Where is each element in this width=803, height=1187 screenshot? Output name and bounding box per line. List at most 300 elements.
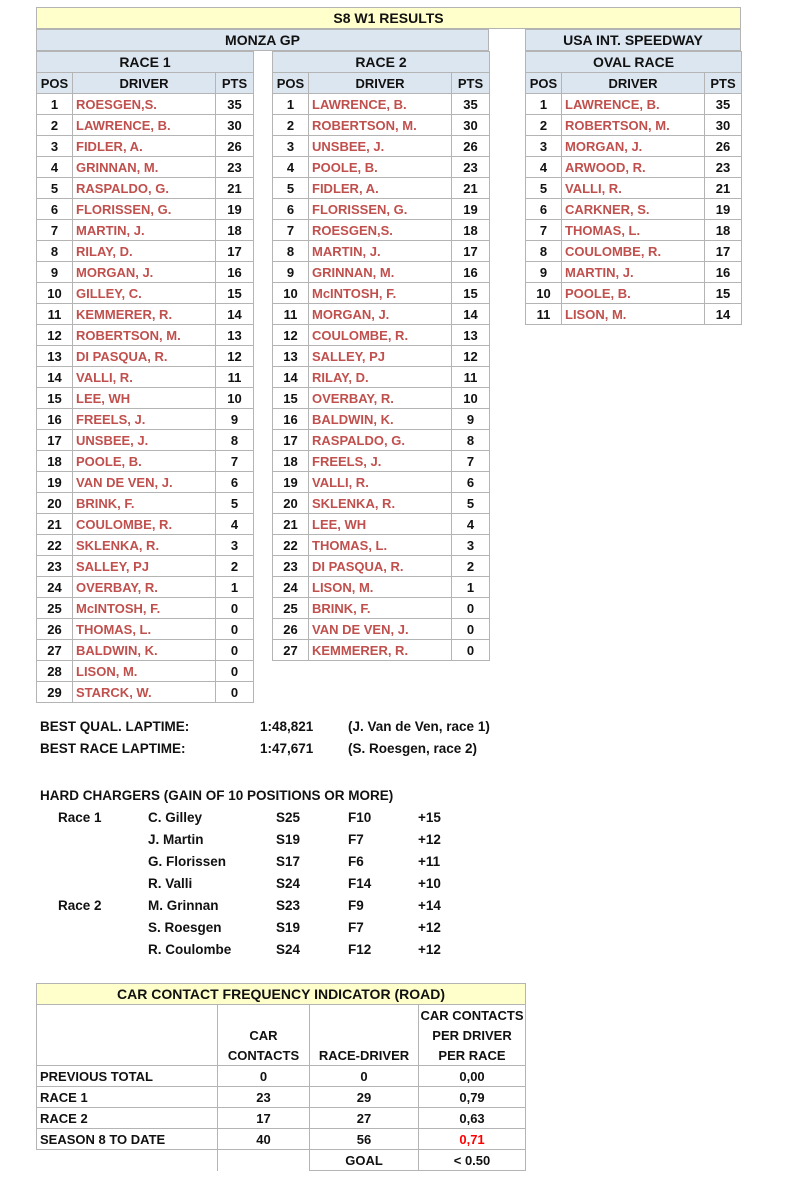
- driver-name: LAWRENCE, B.: [309, 94, 452, 115]
- best-qual-label: BEST QUAL. LAPTIME:: [40, 719, 190, 734]
- position-cell: 12: [273, 325, 309, 346]
- driver-name: OVERBAY, R.: [309, 388, 452, 409]
- standings-row: [526, 220, 742, 241]
- contact-row-label: RACE 1: [37, 1087, 218, 1108]
- points-cell: 26: [705, 136, 742, 157]
- driver-name: BRINK, F.: [73, 493, 216, 514]
- standings-row: [37, 577, 254, 598]
- best-race-note: (S. Roesgen, race 2): [348, 741, 478, 756]
- oval-race-label: OVAL RACE: [526, 52, 742, 73]
- contact-title: CAR CONTACT FREQUENCY INDICATOR (ROAD): [37, 984, 526, 1005]
- points-cell: 7: [452, 451, 490, 472]
- driver-name: DI PASQUA, R.: [73, 346, 216, 367]
- points-cell: 2: [216, 556, 254, 577]
- goal-label: GOAL: [310, 1150, 419, 1171]
- finish-position: F14: [348, 876, 372, 891]
- standings-row: [273, 556, 490, 577]
- header-cell: [310, 1025, 419, 1045]
- points-cell: 15: [452, 283, 490, 304]
- points-cell: 26: [452, 136, 490, 157]
- position-cell: 22: [273, 535, 309, 556]
- race-driver-count: 29: [310, 1087, 419, 1108]
- position-cell: 5: [526, 178, 562, 199]
- driver-name: ROBERTSON, M.: [309, 115, 452, 136]
- race1-table: [36, 51, 254, 703]
- points-cell: 8: [452, 430, 490, 451]
- contacts-per-driver: 0,79: [419, 1087, 526, 1108]
- driver-name: LISON, M.: [309, 577, 452, 598]
- contact-row: [37, 1108, 526, 1129]
- race-label: Race 2: [58, 898, 102, 913]
- position-cell: 16: [273, 409, 309, 430]
- position-cell: 14: [37, 367, 73, 388]
- points-cell: 19: [452, 199, 490, 220]
- driver-name: R. Valli: [148, 876, 193, 891]
- contact-count: 0: [218, 1066, 310, 1087]
- oval-race-table: [525, 51, 742, 325]
- points-cell: 30: [452, 115, 490, 136]
- col-driver-header: DRIVER: [73, 73, 216, 94]
- monza-title: MONZA GP: [37, 30, 489, 51]
- position-cell: 18: [37, 451, 73, 472]
- position-cell: 10: [273, 283, 309, 304]
- position-cell: 3: [273, 136, 309, 157]
- position-cell: 5: [37, 178, 73, 199]
- standings-row: [526, 178, 742, 199]
- points-cell: 0: [216, 640, 254, 661]
- position-cell: 1: [526, 94, 562, 115]
- position-cell: 25: [273, 598, 309, 619]
- goal-blank: [37, 1150, 218, 1171]
- points-cell: 8: [216, 430, 254, 451]
- driver-name: VALLI, R.: [562, 178, 705, 199]
- standings-row: [273, 472, 490, 493]
- driver-name: G. Florissen: [148, 854, 227, 869]
- driver-name: ROBERTSON, M.: [73, 325, 216, 346]
- points-cell: 11: [216, 367, 254, 388]
- contacts-per-driver: 0,00: [419, 1066, 526, 1087]
- driver-name: ROESGEN,S.: [73, 94, 216, 115]
- driver-name: RASPALDO, G.: [309, 430, 452, 451]
- standings-row: [37, 199, 254, 220]
- position-cell: 5: [273, 178, 309, 199]
- standings-row: [37, 115, 254, 136]
- driver-name: GILLEY, C.: [73, 283, 216, 304]
- points-cell: 3: [452, 535, 490, 556]
- points-cell: 0: [216, 619, 254, 640]
- points-cell: 5: [452, 493, 490, 514]
- standings-row: [526, 199, 742, 220]
- driver-name: POOLE, B.: [73, 451, 216, 472]
- standings-row: [37, 283, 254, 304]
- contact-row-label: PREVIOUS TOTAL: [37, 1066, 218, 1087]
- points-cell: 4: [452, 514, 490, 535]
- col-driver-header: DRIVER: [309, 73, 452, 94]
- driver-name: McINTOSH, F.: [73, 598, 216, 619]
- position-cell: 21: [273, 514, 309, 535]
- race2-table: [272, 51, 490, 661]
- driver-name: FIDLER, A.: [309, 178, 452, 199]
- best-race-label: BEST RACE LAPTIME:: [40, 741, 186, 756]
- position-cell: 2: [526, 115, 562, 136]
- position-cell: 23: [273, 556, 309, 577]
- standings-row: [273, 241, 490, 262]
- position-cell: 8: [37, 241, 73, 262]
- positions-gained: +10: [418, 876, 441, 891]
- driver-name: McINTOSH, F.: [309, 283, 452, 304]
- points-cell: 21: [705, 178, 742, 199]
- points-cell: 14: [705, 304, 742, 325]
- points-cell: 13: [452, 325, 490, 346]
- standings-row: [37, 598, 254, 619]
- position-cell: 26: [273, 619, 309, 640]
- points-cell: 11: [452, 367, 490, 388]
- points-cell: 1: [216, 577, 254, 598]
- points-cell: 17: [705, 241, 742, 262]
- race-driver-count: 0: [310, 1066, 419, 1087]
- position-cell: 18: [273, 451, 309, 472]
- finish-position: F12: [348, 942, 372, 957]
- points-cell: 16: [216, 262, 254, 283]
- position-cell: 2: [273, 115, 309, 136]
- col-driver-header: DRIVER: [562, 73, 705, 94]
- standings-row: [273, 451, 490, 472]
- standings-row: [273, 367, 490, 388]
- driver-name: S. Roesgen: [148, 920, 222, 935]
- goal-blank: [218, 1150, 310, 1171]
- driver-name: LISON, M.: [562, 304, 705, 325]
- position-cell: 9: [273, 262, 309, 283]
- points-cell: 23: [705, 157, 742, 178]
- driver-name: BRINK, F.: [309, 598, 452, 619]
- contact-row: [37, 1087, 526, 1108]
- finish-position: F9: [348, 898, 364, 913]
- contact-row: [37, 1129, 526, 1150]
- header-blank: [37, 1005, 218, 1066]
- driver-name: FREELS, J.: [309, 451, 452, 472]
- finish-position: F7: [348, 832, 364, 847]
- standings-row: [37, 451, 254, 472]
- position-cell: 19: [37, 472, 73, 493]
- best-race-time: 1:47,671: [260, 741, 314, 756]
- hard-chargers-title: HARD CHARGERS (GAIN OF 10 POSITIONS OR MORE): [40, 788, 394, 803]
- points-cell: 23: [216, 157, 254, 178]
- position-cell: 20: [37, 493, 73, 514]
- standings-row: [37, 241, 254, 262]
- driver-name: RILAY, D.: [309, 367, 452, 388]
- standings-row: [273, 430, 490, 451]
- standings-row: [273, 157, 490, 178]
- position-cell: 29: [37, 682, 73, 703]
- race1-label: RACE 1: [37, 52, 254, 73]
- position-cell: 12: [37, 325, 73, 346]
- points-cell: 18: [705, 220, 742, 241]
- points-cell: 35: [452, 94, 490, 115]
- standings-row: [273, 598, 490, 619]
- standings-row: [37, 304, 254, 325]
- driver-name: COULOMBE, R.: [73, 514, 216, 535]
- standings-row: [273, 493, 490, 514]
- position-cell: 24: [37, 577, 73, 598]
- driver-name: UNSBEE, J.: [309, 136, 452, 157]
- standings-row: [526, 94, 742, 115]
- driver-name: THOMAS, L.: [562, 220, 705, 241]
- points-cell: 2: [452, 556, 490, 577]
- points-cell: 18: [216, 220, 254, 241]
- standings-row: [37, 661, 254, 682]
- position-cell: 27: [37, 640, 73, 661]
- standings-row: [526, 136, 742, 157]
- points-cell: 26: [216, 136, 254, 157]
- driver-name: ARWOOD, R.: [562, 157, 705, 178]
- driver-name: POOLE, B.: [562, 283, 705, 304]
- header-cell: [218, 1005, 310, 1026]
- standings-row: [273, 262, 490, 283]
- position-cell: 11: [37, 304, 73, 325]
- start-position: S25: [276, 810, 301, 825]
- standings-row: [273, 115, 490, 136]
- points-cell: 0: [216, 661, 254, 682]
- points-cell: 1: [452, 577, 490, 598]
- driver-name: VALLI, R.: [73, 367, 216, 388]
- standings-row: [37, 409, 254, 430]
- points-cell: 35: [705, 94, 742, 115]
- standings-row: [37, 640, 254, 661]
- positions-gained: +12: [418, 832, 441, 847]
- col-pos-header: POS: [526, 73, 562, 94]
- position-cell: 4: [273, 157, 309, 178]
- driver-name: VALLI, R.: [309, 472, 452, 493]
- standings-row: [37, 367, 254, 388]
- driver-name: KEMMERER, R.: [309, 640, 452, 661]
- position-cell: 27: [273, 640, 309, 661]
- driver-name: VAN DE VEN, J.: [73, 472, 216, 493]
- start-position: S19: [276, 920, 301, 935]
- standings-row: [526, 241, 742, 262]
- col-pts-header: PTS: [705, 73, 742, 94]
- driver-name: MARTIN, J.: [562, 262, 705, 283]
- finish-position: F7: [348, 920, 364, 935]
- position-cell: 6: [273, 199, 309, 220]
- position-cell: 20: [273, 493, 309, 514]
- driver-name: GRINNAN, M.: [73, 157, 216, 178]
- points-cell: 12: [216, 346, 254, 367]
- position-cell: 9: [37, 262, 73, 283]
- points-cell: 5: [216, 493, 254, 514]
- position-cell: 16: [37, 409, 73, 430]
- standings-row: [526, 262, 742, 283]
- positions-gained: +12: [418, 920, 441, 935]
- driver-name: MORGAN, J.: [562, 136, 705, 157]
- points-cell: 17: [452, 241, 490, 262]
- driver-name: LAWRENCE, B.: [562, 94, 705, 115]
- results-title-bar: [36, 7, 741, 29]
- position-cell: 17: [37, 430, 73, 451]
- standings-row: [37, 493, 254, 514]
- points-cell: 21: [216, 178, 254, 199]
- driver-name: RASPALDO, G.: [73, 178, 216, 199]
- col-pts-header: PTS: [216, 73, 254, 94]
- standings-row: [273, 346, 490, 367]
- standings-row: [273, 325, 490, 346]
- position-cell: 28: [37, 661, 73, 682]
- standings-row: [37, 514, 254, 535]
- page-title: S8 W1 RESULTS: [37, 8, 741, 29]
- points-cell: 3: [216, 535, 254, 556]
- standings-row: [37, 619, 254, 640]
- finish-position: F6: [348, 854, 364, 869]
- position-cell: 4: [37, 157, 73, 178]
- points-cell: 35: [216, 94, 254, 115]
- points-cell: 9: [216, 409, 254, 430]
- driver-name: LEE, WH: [309, 514, 452, 535]
- positions-gained: +15: [418, 810, 441, 825]
- contacts-per-driver: 0,63: [419, 1108, 526, 1129]
- standings-row: [37, 346, 254, 367]
- driver-name: RILAY, D.: [73, 241, 216, 262]
- driver-name: ROBERTSON, M.: [562, 115, 705, 136]
- contacts-per-driver-season: 0,71: [419, 1129, 526, 1150]
- driver-name: FIDLER, A.: [73, 136, 216, 157]
- positions-gained: +14: [418, 898, 441, 913]
- position-cell: 10: [526, 283, 562, 304]
- standings-row: [37, 556, 254, 577]
- race-driver-count: 56: [310, 1129, 419, 1150]
- position-cell: 3: [526, 136, 562, 157]
- standings-row: [526, 283, 742, 304]
- usa-title: USA INT. SPEEDWAY: [526, 30, 741, 51]
- driver-name: MARTIN, J.: [309, 241, 452, 262]
- position-cell: 24: [273, 577, 309, 598]
- driver-name: DI PASQUA, R.: [309, 556, 452, 577]
- points-cell: 13: [216, 325, 254, 346]
- standings-row: [526, 115, 742, 136]
- points-cell: 4: [216, 514, 254, 535]
- position-cell: 3: [37, 136, 73, 157]
- standings-row: [273, 283, 490, 304]
- points-cell: 15: [705, 283, 742, 304]
- standings-row: [37, 535, 254, 556]
- start-position: S23: [276, 898, 301, 913]
- points-cell: 0: [216, 598, 254, 619]
- driver-name: J. Martin: [148, 832, 204, 847]
- points-cell: 0: [452, 640, 490, 661]
- points-cell: 9: [452, 409, 490, 430]
- position-cell: 10: [37, 283, 73, 304]
- position-cell: 14: [273, 367, 309, 388]
- driver-name: FREELS, J.: [73, 409, 216, 430]
- standings-row: [273, 388, 490, 409]
- start-position: S19: [276, 832, 301, 847]
- driver-name: ROESGEN,S.: [309, 220, 452, 241]
- header-cell: PER RACE: [419, 1045, 526, 1066]
- header-cell: CAR CONTACTS: [419, 1005, 526, 1026]
- positions-gained: +12: [418, 942, 441, 957]
- position-cell: 7: [37, 220, 73, 241]
- points-cell: 19: [705, 199, 742, 220]
- race-driver-count: 27: [310, 1108, 419, 1129]
- position-cell: 6: [37, 199, 73, 220]
- best-qual-note: (J. Van de Ven, race 1): [348, 719, 490, 734]
- driver-name: LAWRENCE, B.: [73, 115, 216, 136]
- driver-name: R. Coulombe: [148, 942, 232, 957]
- points-cell: 16: [705, 262, 742, 283]
- position-cell: 17: [273, 430, 309, 451]
- start-position: S17: [276, 854, 301, 869]
- position-cell: 22: [37, 535, 73, 556]
- race2-label: RACE 2: [273, 52, 490, 73]
- driver-name: BALDWIN, K.: [73, 640, 216, 661]
- driver-name: THOMAS, L.: [73, 619, 216, 640]
- standings-row: [273, 640, 490, 661]
- points-cell: 10: [452, 388, 490, 409]
- driver-name: CARKNER, S.: [562, 199, 705, 220]
- position-cell: 15: [273, 388, 309, 409]
- driver-name: COULOMBE, R.: [309, 325, 452, 346]
- points-cell: 17: [216, 241, 254, 262]
- col-pts-header: PTS: [452, 73, 490, 94]
- position-cell: 7: [526, 220, 562, 241]
- position-cell: 1: [37, 94, 73, 115]
- driver-name: LEE, WH: [73, 388, 216, 409]
- usa-header: [525, 29, 741, 51]
- points-cell: 12: [452, 346, 490, 367]
- position-cell: 11: [273, 304, 309, 325]
- standings-row: [526, 304, 742, 325]
- standings-row: [37, 682, 254, 703]
- driver-name: POOLE, B.: [309, 157, 452, 178]
- standings-row: [273, 304, 490, 325]
- position-cell: 9: [526, 262, 562, 283]
- position-cell: 25: [37, 598, 73, 619]
- header-cell: [310, 1005, 419, 1026]
- position-cell: 11: [526, 304, 562, 325]
- positions-gained: +11: [418, 854, 441, 869]
- contact-count: 17: [218, 1108, 310, 1129]
- points-cell: 14: [216, 304, 254, 325]
- standings-row: [37, 157, 254, 178]
- standings-row: [526, 157, 742, 178]
- contact-row-label: SEASON 8 TO DATE: [37, 1129, 218, 1150]
- standings-row: [37, 262, 254, 283]
- points-cell: 30: [216, 115, 254, 136]
- position-cell: 6: [526, 199, 562, 220]
- start-position: S24: [276, 876, 301, 891]
- goal-value: < 0.50: [419, 1150, 526, 1171]
- driver-name: FLORISSEN, G.: [309, 199, 452, 220]
- driver-name: C. Gilley: [148, 810, 203, 825]
- standings-row: [273, 514, 490, 535]
- standings-row: [37, 94, 254, 115]
- driver-name: M. Grinnan: [148, 898, 219, 913]
- standings-row: [273, 577, 490, 598]
- driver-name: COULOMBE, R.: [562, 241, 705, 262]
- position-cell: 13: [273, 346, 309, 367]
- header-cell: RACE-DRIVER: [310, 1045, 419, 1066]
- start-position: S24: [276, 942, 301, 957]
- points-cell: 14: [452, 304, 490, 325]
- driver-name: BALDWIN, K.: [309, 409, 452, 430]
- standings-row: [37, 136, 254, 157]
- driver-name: SKLENKA, R.: [73, 535, 216, 556]
- points-cell: 30: [705, 115, 742, 136]
- points-cell: 21: [452, 178, 490, 199]
- points-cell: 16: [452, 262, 490, 283]
- points-cell: 23: [452, 157, 490, 178]
- points-cell: 0: [452, 598, 490, 619]
- driver-name: SKLENKA, R.: [309, 493, 452, 514]
- driver-name: KEMMERER, R.: [73, 304, 216, 325]
